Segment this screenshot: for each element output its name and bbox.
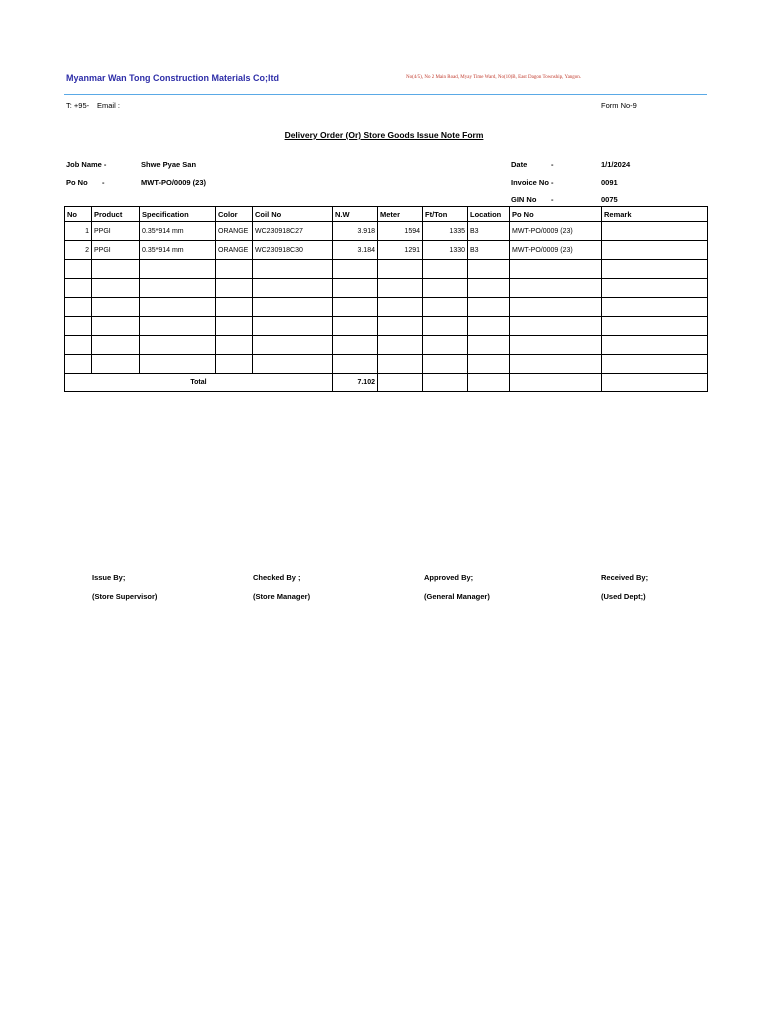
empty-row xyxy=(65,279,708,298)
company-address: No(4/5), No 2 Main Road, Myay Time Ward, No(10)B, East Dagon Township, Yangon. xyxy=(406,75,582,80)
cell-color: ORANGE xyxy=(216,241,253,260)
column-header: Ft/Ton xyxy=(423,207,468,222)
po-no-value: MWT-PO/0009 (23) xyxy=(141,178,207,187)
date-value: 1/1/2024 xyxy=(601,160,631,169)
approved-by-label: Approved By; xyxy=(424,573,474,582)
items-table xyxy=(64,206,708,392)
column-header: N.W xyxy=(333,207,378,222)
cell-remark xyxy=(602,241,708,260)
cell-location: B3 xyxy=(468,222,510,241)
gin-value: 0075 xyxy=(601,195,618,204)
column-header: Coil No xyxy=(253,207,333,222)
empty-row xyxy=(65,298,708,317)
column-header: Po No xyxy=(510,207,602,222)
cell-coil-no: WC230918C27 xyxy=(253,222,333,241)
cell-meter: 1594 xyxy=(378,222,423,241)
column-header: Remark xyxy=(602,207,708,222)
company-name: Myanmar Wan Tong Construction Materials Co;ltd xyxy=(66,73,280,83)
cell-coil-no: WC230918C30 xyxy=(253,241,333,260)
checked-by-label: Checked By ; xyxy=(253,573,301,582)
total-label: Total xyxy=(65,374,333,392)
job-name-value: Shwe Pyae San xyxy=(141,160,197,169)
cell-product: PPGI xyxy=(92,241,140,260)
cell-no: 1 xyxy=(65,222,92,241)
po-no-label: Po No xyxy=(66,178,88,187)
column-header: Meter xyxy=(378,207,423,222)
cell-product: PPGI xyxy=(92,222,140,241)
form-title: Delivery Order (Or) Store Goods Issue Note Form xyxy=(284,130,484,140)
column-header: Product xyxy=(92,207,140,222)
invoice-value: 0091 xyxy=(601,178,618,187)
issue-by-role: (Store Supervisor) xyxy=(92,592,158,601)
date-label: Date xyxy=(511,160,528,169)
phone-label: T: +95- xyxy=(66,101,90,110)
invoice-label: Invoice No - xyxy=(511,178,554,187)
cell-location: B3 xyxy=(468,241,510,260)
cell-nw: 3.918 xyxy=(333,222,378,241)
empty-row xyxy=(65,336,708,355)
cell-specification: 0.35*914 mm xyxy=(140,222,216,241)
total-row xyxy=(65,374,708,392)
empty-row xyxy=(65,317,708,336)
empty-row xyxy=(65,260,708,279)
header-divider xyxy=(64,94,707,95)
total-nw-value: 7.102 xyxy=(333,374,378,392)
received-by-label: Received By; xyxy=(601,573,649,582)
column-header: Color xyxy=(216,207,253,222)
email-label: Email : xyxy=(97,101,120,110)
cell-no: 2 xyxy=(65,241,92,260)
cell-color: ORANGE xyxy=(216,222,253,241)
date-dash: - xyxy=(551,160,554,169)
table-row xyxy=(65,241,708,260)
column-header: Location xyxy=(468,207,510,222)
table-header-row xyxy=(65,207,708,222)
cell-meter: 1291 xyxy=(378,241,423,260)
cell-ft-ton: 1335 xyxy=(423,222,468,241)
checked-by-role: (Store Manager) xyxy=(253,592,311,601)
cell-ft-ton: 1330 xyxy=(423,241,468,260)
po-no-dash: - xyxy=(102,178,105,187)
received-by-role: (Used Dept;) xyxy=(601,592,646,601)
cell-nw: 3.184 xyxy=(333,241,378,260)
issue-by-label: Issue By; xyxy=(92,573,126,582)
gin-dash: - xyxy=(551,195,554,204)
cell-specification: 0.35*914 mm xyxy=(140,241,216,260)
gin-label: GIN No xyxy=(511,195,537,204)
job-name-label: Job Name - xyxy=(66,160,107,169)
cell-po-no: MWT-PO/0009 (23) xyxy=(510,222,602,241)
column-header: Specification xyxy=(140,207,216,222)
empty-row xyxy=(65,355,708,374)
cell-remark xyxy=(602,222,708,241)
table-row xyxy=(65,222,708,241)
column-header: No xyxy=(65,207,92,222)
form-number: Form No-9 xyxy=(601,101,637,110)
approved-by-role: (General Manager) xyxy=(424,592,490,601)
cell-po-no: MWT-PO/0009 (23) xyxy=(510,241,602,260)
